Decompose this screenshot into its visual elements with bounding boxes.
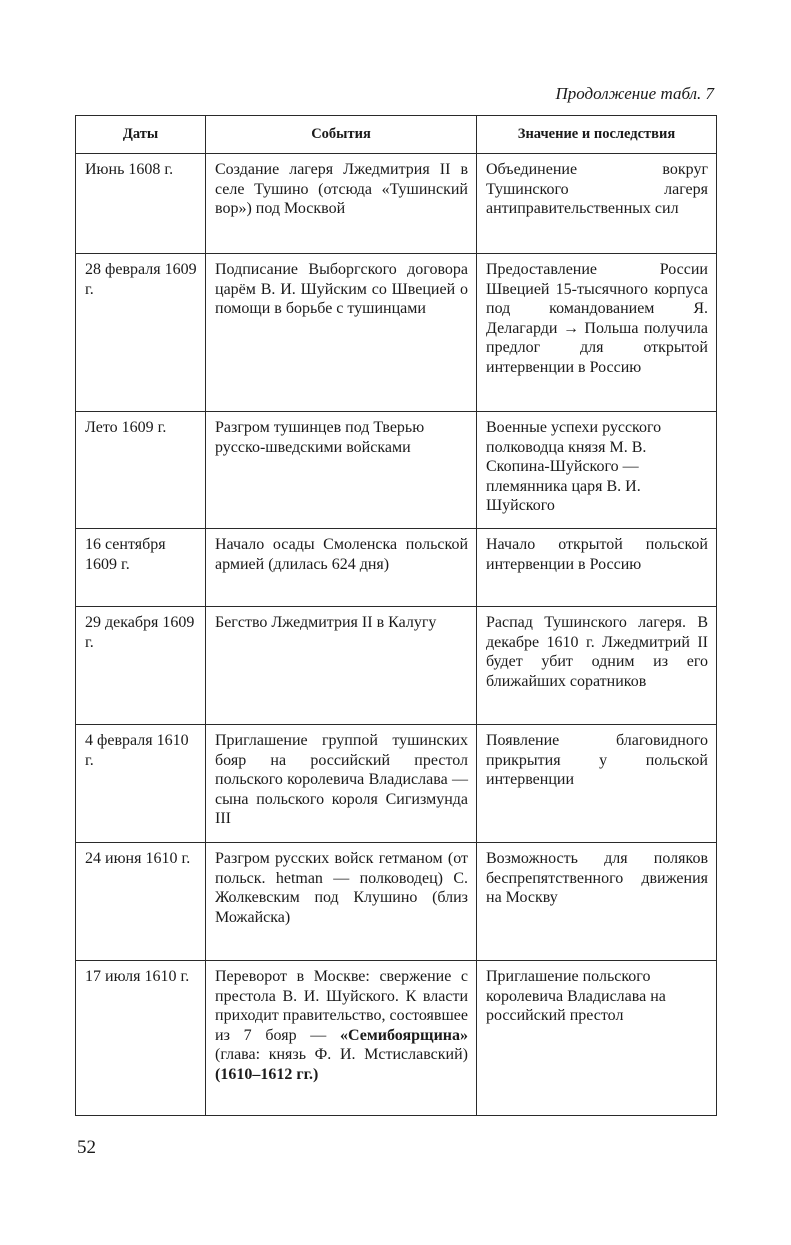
events-table (75, 115, 717, 1116)
date-cell: 28 февраля 1609 г. (76, 254, 206, 412)
event-bold-term: «Семибоярщина» (340, 1026, 468, 1044)
header-meaning: Значение и последствия (477, 116, 717, 154)
meaning-cell: Приглашение польского королевича Владислава на российский престол (477, 961, 717, 1116)
date-cell: Июнь 1608 г. (76, 154, 206, 254)
event-bold-years: (1610–1612 гг.) (215, 1065, 319, 1083)
date-cell: 29 декабря 1609 г. (76, 607, 206, 725)
event-cell: Разгром тушинцев под Тверью русско-шведскими войсками (206, 412, 477, 529)
event-cell: Разгром русских войск гетманом (от польск. hetman — полководец) С. Жолкевским под Клушино (близ Можайска) (206, 843, 477, 961)
event-cell (206, 961, 477, 1116)
table-row (76, 843, 717, 961)
date-cell: 24 июня 1610 г. (76, 843, 206, 961)
table-row (76, 412, 717, 529)
event-cell: Создание лагеря Лжедмитрия II в селе Тушино (отсюда «Тушинский вор») под Москвой (206, 154, 477, 254)
table-row (76, 254, 717, 412)
date-cell: Лето 1609 г. (76, 412, 206, 529)
meaning-cell: Начало открытой польской интервенции в Россию (477, 529, 717, 607)
page-number: 52 (77, 1137, 96, 1158)
table-header-row (76, 116, 717, 154)
meaning-cell: Предоставление России Швецией 15-тысячного корпуса под командованием Я. Делагарди → Польша получила предлог для открытой интервенции в Россию (477, 254, 717, 412)
meaning-cell: Возможность для поляков беспрепятственного движения на Москву (477, 843, 717, 961)
event-cell: Приглашение группой тушинских бояр на российский престол польского королевича Владислава — сына польского короля Сигизмунда III (206, 725, 477, 843)
event-cell: Бегство Лжедмитрия II в Калугу (206, 607, 477, 725)
event-cell: Подписание Выборгского договора царём В. И. Шуйским со Швецией о помощи в борьбе с тушинцами (206, 254, 477, 412)
date-cell: 17 июля 1610 г. (76, 961, 206, 1116)
event-text-cont: (глава: князь Ф. И. Мстиславский) (215, 1046, 468, 1064)
table-row (76, 154, 717, 254)
table-row (76, 961, 717, 1116)
table-row (76, 529, 717, 607)
header-dates: Даты (76, 116, 206, 154)
meaning-cell: Объединение вокруг Тушинского лагеря антиправительственных сил (477, 154, 717, 254)
table-row (76, 725, 717, 843)
meaning-cell: Военные успехи русского полководца князя М. В. Скопина-Шуйского — племянника царя В. И. Шуйского (477, 412, 717, 529)
table-row (76, 607, 717, 725)
date-cell: 4 февраля 1610 г. (76, 725, 206, 843)
header-events: События (206, 116, 477, 154)
event-cell: Начало осады Смоленска польской армией (длилась 624 дня) (206, 529, 477, 607)
meaning-cell: Появление благовидного прикрытия у польской интервенции (477, 725, 717, 843)
meaning-cell: Распад Тушинского лагеря. В декабре 1610 г. Лжедмитрий II будет убит одним из его ближайших соратников (477, 607, 717, 725)
date-cell: 16 сентября 1609 г. (76, 529, 206, 607)
event-text: Переворот в Москве: свержение с престола В. И. Шуйского. К власти приходит правительство, состоявшее из 7 бояр — (215, 968, 468, 1044)
table-caption: Продолжение табл. 7 (555, 84, 714, 103)
